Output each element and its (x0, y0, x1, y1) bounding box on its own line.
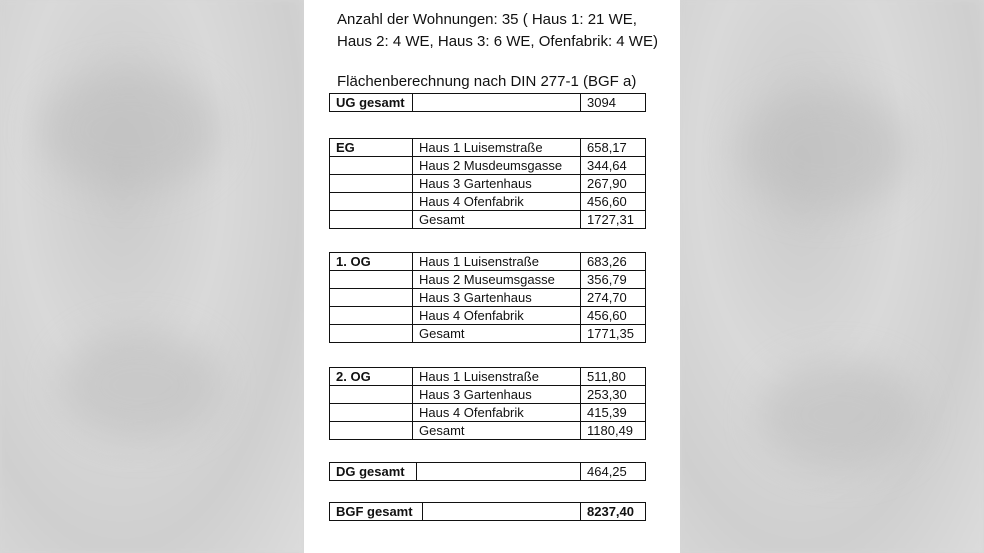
area-value: 274,70 (581, 289, 646, 307)
apartment-count-line-2: Haus 2: 4 WE, Haus 3: 6 WE, Ofenfabrik: 4 WE) (337, 33, 658, 50)
eg-label: EG (330, 139, 413, 157)
dg-value: 464,25 (581, 463, 646, 481)
ug-table (329, 93, 646, 112)
table-row (330, 368, 646, 386)
apartment-count-line-1: Anzahl der Wohnungen: 35 ( Haus 1: 21 WE, (337, 11, 637, 28)
building-name: Haus 3 Gartenhaus (413, 175, 581, 193)
table-row (330, 253, 646, 271)
area-value: 344,64 (581, 157, 646, 175)
building-name: Haus 4 Ofenfabrik (413, 193, 581, 211)
empty-cell (330, 386, 413, 404)
empty-cell (330, 193, 413, 211)
table-row (330, 386, 646, 404)
area-value: 683,26 (581, 253, 646, 271)
table-row (330, 94, 646, 112)
building-name: Haus 2 Museumsgasse (413, 271, 581, 289)
empty-cell (330, 404, 413, 422)
empty-cell (330, 307, 413, 325)
table-row (330, 307, 646, 325)
area-calculation-title: Flächenberechnung nach DIN 277-1 (BGF a) (337, 73, 637, 90)
background-blur (60, 330, 220, 440)
area-value: 511,80 (581, 368, 646, 386)
table-row (330, 503, 646, 521)
empty-cell (330, 157, 413, 175)
bgf-label: BGF gesamt (330, 503, 423, 521)
table-row (330, 325, 646, 343)
total-value: 1727,31 (581, 211, 646, 229)
table-row (330, 175, 646, 193)
table-row (330, 139, 646, 157)
table-row (330, 422, 646, 440)
table-row (330, 289, 646, 307)
empty-cell (423, 503, 581, 521)
empty-cell (330, 175, 413, 193)
og2-label: 2. OG (330, 368, 413, 386)
building-name: Haus 3 Gartenhaus (413, 289, 581, 307)
building-name: Haus 1 Luisenstraße (413, 253, 581, 271)
total-label: Gesamt (413, 211, 581, 229)
og1-table (329, 252, 646, 343)
building-name: Haus 1 Luisemstraße (413, 139, 581, 157)
area-value: 415,39 (581, 404, 646, 422)
area-value: 253,30 (581, 386, 646, 404)
table-row (330, 463, 646, 481)
document-page (304, 0, 680, 553)
ug-value: 3094 (581, 94, 646, 112)
total-value: 1180,49 (581, 422, 646, 440)
area-value: 456,60 (581, 307, 646, 325)
empty-cell (413, 94, 581, 112)
table-row (330, 193, 646, 211)
empty-cell (330, 211, 413, 229)
building-name: Haus 2 Musdeumsgasse (413, 157, 581, 175)
empty-cell (330, 325, 413, 343)
area-value: 267,90 (581, 175, 646, 193)
table-row (330, 157, 646, 175)
total-label: Gesamt (413, 325, 581, 343)
area-value: 356,79 (581, 271, 646, 289)
empty-cell (330, 289, 413, 307)
og2-table (329, 367, 646, 440)
ug-label: UG gesamt (330, 94, 413, 112)
building-name: Haus 1 Luisenstraße (413, 368, 581, 386)
background-blur (760, 360, 920, 470)
building-name: Haus 3 Gartenhaus (413, 386, 581, 404)
building-name: Haus 4 Ofenfabrik (413, 404, 581, 422)
empty-cell (417, 463, 581, 481)
area-value: 456,60 (581, 193, 646, 211)
empty-cell (330, 271, 413, 289)
bgf-value: 8237,40 (581, 503, 646, 521)
background-blur (740, 90, 910, 210)
table-row (330, 271, 646, 289)
eg-table (329, 138, 646, 229)
background-blur (40, 70, 220, 190)
area-value: 658,17 (581, 139, 646, 157)
og1-label: 1. OG (330, 253, 413, 271)
dg-table (329, 462, 646, 481)
table-row (330, 211, 646, 229)
total-label: Gesamt (413, 422, 581, 440)
table-row (330, 404, 646, 422)
bgf-table (329, 502, 646, 521)
total-value: 1771,35 (581, 325, 646, 343)
blurred-background-right (680, 0, 984, 553)
building-name: Haus 4 Ofenfabrik (413, 307, 581, 325)
dg-label: DG gesamt (330, 463, 417, 481)
empty-cell (330, 422, 413, 440)
